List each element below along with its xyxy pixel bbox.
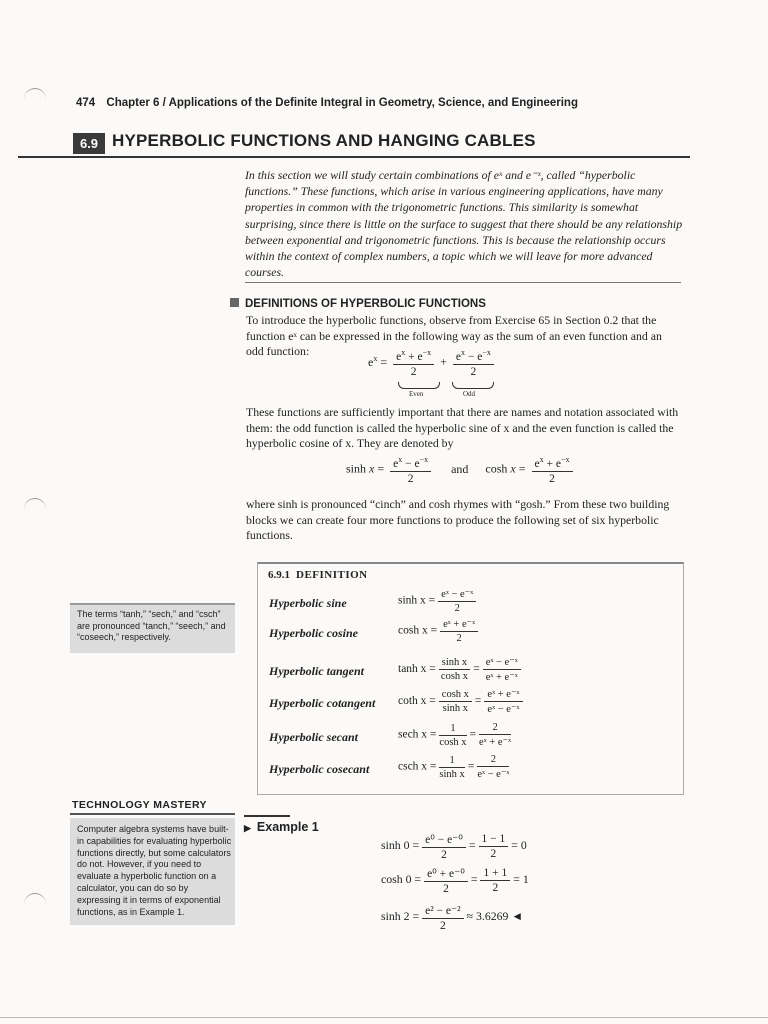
fraction <box>422 903 463 932</box>
numerator: e⁰ + e⁻⁰ <box>424 866 468 882</box>
technology-mastery-rule <box>70 813 235 815</box>
formula-lhs: sinh x = <box>398 594 436 607</box>
even-label: Even <box>409 390 424 398</box>
fraction <box>484 688 522 715</box>
denominator: sinh x <box>439 768 465 780</box>
numerator: eˣ + e⁻ˣ <box>484 688 522 702</box>
underbrace-even <box>398 382 440 389</box>
intro-rule <box>245 282 681 283</box>
equals-sign: = <box>474 695 482 708</box>
denominator: 2 <box>443 883 449 895</box>
denominator: 2 <box>492 882 499 894</box>
equals-sign: = <box>469 728 477 741</box>
denominator: eˣ + e⁻ˣ <box>479 737 512 748</box>
numerator: eˣ − e⁻ˣ <box>483 656 521 670</box>
numerator: cosh x <box>439 689 472 702</box>
definition-function-name: Hyperbolic sine <box>269 596 347 610</box>
technology-mastery-text: Computer algebra systems have built-in capabilities for evaluating hyperbolic functions directly, but some calculators do not. However, if you need to evaluate a hyperbolic function on a calculator, you can do so by expressing it in terms of exponential functions, as in Example 1. <box>77 824 232 917</box>
formula-lhs: coth x = <box>398 695 436 708</box>
punch-hole-mark <box>24 88 46 111</box>
underbrace-odd <box>452 382 494 389</box>
denominator: eˣ − e⁻ˣ <box>477 769 510 780</box>
odd-label: Odd <box>463 390 476 398</box>
pronunciation-note-text: The terms “tanh,” “sech,” and “csch” are pronounced “tanch,” “seech,” and “coseech,” respectively. <box>77 609 226 642</box>
punch-hole-mark <box>24 498 46 521</box>
denominator: cosh x <box>439 736 467 748</box>
example-result: = 1 <box>513 872 529 887</box>
numerator: 2 <box>477 754 509 767</box>
even-odd-decomposition-equation: $e^x$ = $\frac{e^x + e^{-x}}{2}$ + $\frac{e^x - e^{-x}}{2}$ <box>368 348 497 378</box>
example-equation <box>381 903 523 932</box>
section-title: HYPERBOLIC FUNCTIONS AND HANGING CABLES <box>112 131 536 150</box>
formula-lhs: cosh x = <box>398 624 438 637</box>
denominator: eˣ − e⁻ˣ <box>487 704 520 715</box>
definition-number: 6.9.1 <box>268 569 290 581</box>
fraction <box>438 588 476 614</box>
triangle-right-icon: ▶ <box>244 823 251 833</box>
definition-function-name: Hyperbolic cosecant <box>269 762 370 776</box>
running-title: Chapter 6 / Applications of the Definite Integral in Geometry, Science, and Engineering <box>106 97 578 109</box>
equals-sign: = <box>470 872 478 887</box>
denominator: 2 <box>439 920 446 932</box>
definition-formula <box>398 656 524 683</box>
numerator: 2 <box>479 722 511 735</box>
denominator: eˣ + e⁻ˣ <box>485 672 518 683</box>
square-bullet-icon <box>230 298 239 307</box>
numerator: 1 <box>439 723 466 736</box>
definition-keyword: DEFINITION <box>296 569 368 581</box>
example-lhs: sinh 0 = <box>381 838 420 853</box>
page-number: 474 <box>76 97 96 109</box>
numerator: 1 − 1 <box>479 833 509 847</box>
fraction <box>479 833 509 860</box>
fraction <box>477 754 509 780</box>
definition-formula <box>398 688 526 715</box>
fraction <box>439 723 466 748</box>
subsection-title: DEFINITIONS OF HYPERBOLIC FUNCTIONS <box>245 298 486 310</box>
paragraph-names: These functions are sufficiently important that there are names and notation associated with them: the odd function is called the hyperbolic sine of x and the even function is called the hyperbolic cosine of x. They are denoted by <box>246 405 679 450</box>
fraction <box>424 866 468 895</box>
denominator: sinh x <box>442 703 469 714</box>
paragraph-intro-functions: To introduce the hyperbolic functions, observe from Exercise 65 in Section 0.2 that the function eˣ can be expressed in the following way as the sum of an even function and an odd function: <box>246 313 662 358</box>
formula-lhs: sech x = <box>398 728 437 741</box>
sinh-cosh-definition-equation: sinh x = $\frac{e^x - e^{-x}}{2}$ and cosh x = $\frac{e^x + e^{-x}}{2}$ <box>346 455 576 485</box>
fraction <box>480 867 510 894</box>
fraction <box>440 618 478 644</box>
fraction <box>439 689 472 714</box>
fraction <box>439 657 470 682</box>
section-number-badge: 6.9 <box>73 133 105 154</box>
example-label <box>244 820 319 834</box>
punch-hole-mark <box>24 893 46 916</box>
intro-paragraph: In this section we will study certain combinations of eˣ and e⁻ˣ, called “hyperbolic functions.” These functions, which arise in various engineering applications, have many properties in common with the trigonometric functions. This similarity is somewhat surprising, since there is little on the surface to suggest that there should be any relationship between exponential and trigonometric functions. This is because the relationship occurs within the context of complex numbers, a topic which we will leave for more advanced courses. <box>245 168 683 280</box>
example-title: Example 1 <box>256 820 319 834</box>
formula-lhs: csch x = <box>398 760 437 773</box>
example-rule <box>244 815 290 817</box>
fraction <box>479 722 511 748</box>
equals-sign: = <box>473 663 480 676</box>
definition-formula <box>398 618 481 644</box>
example-result: ≈ 3.6269 ◄ <box>466 909 524 924</box>
denominator: 2 <box>490 848 497 860</box>
denominator: cosh x <box>440 671 469 682</box>
definition-function-name: Hyperbolic tangent <box>269 664 364 678</box>
definition-formula <box>398 722 514 748</box>
numerator: eˣ + e⁻ˣ <box>440 618 478 632</box>
example-equation <box>381 832 527 861</box>
technology-mastery-heading: TECHNOLOGY MASTERY <box>72 799 207 811</box>
fraction <box>422 832 466 861</box>
subsection-heading <box>230 298 486 310</box>
numerator: 1 <box>439 755 464 768</box>
definition-function-name: Hyperbolic cotangent <box>269 696 376 710</box>
example-lhs: cosh 0 = <box>381 872 422 887</box>
denominator: 2 <box>456 633 462 644</box>
bottom-edge-line <box>0 1017 768 1018</box>
example-lhs: sinh 2 = <box>381 909 420 924</box>
fraction <box>439 755 464 780</box>
definition-formula <box>398 588 479 614</box>
numerator: e⁰ − e⁻⁰ <box>422 832 466 848</box>
running-head <box>76 97 578 109</box>
numerator: e² − e⁻² <box>422 903 463 919</box>
definition-formula <box>398 754 512 780</box>
and-word: and <box>451 461 469 476</box>
numerator: sinh x <box>439 657 470 670</box>
formula-lhs: tanh x = <box>398 663 436 676</box>
example-equation <box>381 866 529 895</box>
numerator: eˣ − e⁻ˣ <box>438 588 476 602</box>
example-result: = 0 <box>511 838 527 853</box>
definition-header <box>268 569 368 581</box>
paragraph-pronunciation: where sinh is pronounced “cinch” and cosh rhymes with “gosh.” From these two building blocks we can create four more functions to produce the following set of six hyperbolic functions. <box>246 497 670 542</box>
fraction <box>483 656 521 683</box>
denominator: 2 <box>454 603 460 614</box>
title-rule <box>18 156 690 158</box>
equals-sign: = <box>467 760 475 773</box>
equals-sign: = <box>468 838 476 853</box>
numerator: 1 + 1 <box>480 867 510 881</box>
denominator: 2 <box>441 849 447 861</box>
definition-function-name: Hyperbolic secant <box>269 730 358 744</box>
definition-function-name: Hyperbolic cosine <box>269 626 358 640</box>
